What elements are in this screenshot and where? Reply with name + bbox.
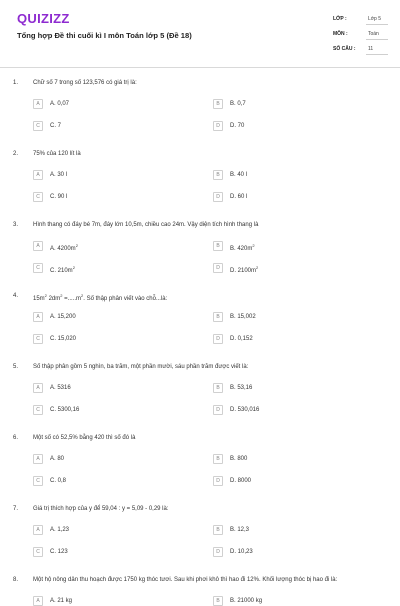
- meta-question-count: [333, 44, 388, 55]
- text-part: . Số thập phân viết vào chỗ...là:: [83, 296, 168, 302]
- question-text: Chữ số 7 trong số 123,576 có giá trị là:: [33, 80, 137, 86]
- option-letter-box: D: [213, 405, 223, 415]
- option-label: A. 80: [50, 456, 65, 462]
- page-title: Tổng hợp Đề thi cuối kì I môn Toán lớp 5 (Đề 18): [17, 31, 192, 40]
- option-label: A. 1,23: [50, 527, 70, 533]
- option-label: A. 4200m: [50, 246, 76, 252]
- option-letter-box: B: [213, 454, 223, 464]
- option-text: [50, 385, 71, 391]
- option-label: B. 12,3: [230, 527, 250, 533]
- option-letter-box: B: [213, 170, 223, 180]
- option-text: [230, 407, 259, 413]
- option-label: B. 800: [230, 456, 248, 462]
- option-text: [50, 101, 69, 107]
- question-number: 7.: [13, 506, 19, 512]
- option-text: [230, 265, 258, 274]
- option-text: [230, 336, 253, 342]
- meta-underline: [366, 24, 388, 25]
- option-label: C. 5300,16: [50, 407, 80, 413]
- option-letter-box: A: [33, 241, 43, 251]
- option-text: [230, 527, 249, 533]
- superscript: 2: [81, 293, 84, 298]
- option-label: D. 530,016: [230, 407, 260, 413]
- question-number: 3.: [13, 222, 19, 228]
- option-text: [230, 598, 262, 604]
- question-text: Một số có 52,5% bằng 420 thì số đó là: [33, 435, 136, 441]
- option-letter-box: C: [33, 334, 43, 344]
- question-number: 6.: [13, 435, 19, 441]
- option-label: C. 0,8: [50, 478, 67, 484]
- option-text: [230, 456, 247, 462]
- option-text: [230, 243, 255, 252]
- option-letter-box: C: [33, 192, 43, 202]
- option-letter-box: A: [33, 170, 43, 180]
- option-letter-box: D: [213, 334, 223, 344]
- option-text: [230, 385, 252, 391]
- question-text: 75% của 120 lít là: [33, 151, 81, 157]
- superscript: 2: [256, 265, 259, 270]
- option-label: A. 0,07: [50, 101, 70, 107]
- superscript: 2: [75, 243, 78, 248]
- option-letter-box: C: [33, 121, 43, 131]
- option-letter-box: D: [213, 121, 223, 131]
- option-letter-box: B: [213, 596, 223, 606]
- option-text: [50, 314, 76, 320]
- option-label: C. 210m: [50, 268, 73, 274]
- question-text: Một hộ nông dân thu hoạch được 1750 kg thóc tươi. Sau khi phơi khô thì hao đi 12%. Khối lượng thóc bị hao đi là:: [33, 577, 338, 583]
- option-label: A. 30 l: [50, 172, 68, 178]
- question-text: [33, 293, 393, 302]
- option-letter-box: B: [213, 241, 223, 251]
- question-number: 8.: [13, 577, 19, 583]
- option-label: A. 15,200: [50, 314, 76, 320]
- option-letter-box: D: [213, 547, 223, 557]
- meta-value: Toán: [368, 31, 379, 37]
- option-letter-box: C: [33, 547, 43, 557]
- superscript: 2: [252, 243, 255, 248]
- option-letter-box: C: [33, 476, 43, 486]
- meta-value: Lớp 5: [368, 16, 382, 22]
- worksheet-header: [0, 0, 400, 68]
- option-text: [50, 527, 69, 533]
- meta-underline: [366, 39, 388, 40]
- option-letter-box: A: [33, 525, 43, 535]
- option-text: [230, 172, 247, 178]
- option-label: B. 53,16: [230, 385, 253, 391]
- option-letter-box: D: [213, 192, 223, 202]
- option-letter-box: A: [33, 454, 43, 464]
- text-part: 15m: [33, 296, 45, 302]
- option-label: C. 123: [50, 549, 68, 555]
- question-number: 1.: [13, 80, 19, 86]
- option-label: C. 15,020: [50, 336, 77, 342]
- text-part: =.....m: [62, 296, 81, 302]
- option-letter-box: A: [33, 596, 43, 606]
- option-text: [230, 549, 253, 555]
- option-label: C. 90 l: [50, 194, 68, 200]
- meta-label: LỚP :: [333, 16, 347, 22]
- option-label: D. 70: [230, 123, 245, 129]
- option-text: [50, 456, 64, 462]
- superscript: 2: [44, 293, 47, 298]
- question-number: 2.: [13, 151, 19, 157]
- option-text: [50, 265, 75, 274]
- option-label: B. 420m: [230, 246, 253, 252]
- option-label: A. 21 kg: [50, 598, 73, 604]
- option-letter-box: A: [33, 312, 43, 322]
- option-letter-box: A: [33, 99, 43, 109]
- superscript: 2: [72, 265, 75, 270]
- question-text: Hình thang có đáy bé 7m, đáy lớn 10,5m, chiều cao 24m. Vậy diện tích hình thang là: [33, 222, 259, 228]
- option-letter-box: A: [33, 383, 43, 393]
- header-divider: [0, 67, 400, 68]
- option-label: D. 10,23: [230, 549, 253, 555]
- text-part: 2dm: [46, 296, 61, 302]
- superscript: 2: [60, 293, 63, 298]
- option-text: [50, 336, 76, 342]
- option-letter-box: C: [33, 405, 43, 415]
- option-letter-box: D: [213, 476, 223, 486]
- option-label: D. 60 l: [230, 194, 248, 200]
- option-text: [50, 407, 79, 413]
- option-letter-box: B: [213, 99, 223, 109]
- option-label: B. 40 l: [230, 172, 248, 178]
- option-label: A. 5316: [50, 385, 71, 391]
- option-text: [50, 549, 68, 555]
- option-letter-box: B: [213, 525, 223, 535]
- meta-label: SỐ CÂU :: [333, 46, 356, 52]
- option-text: [230, 314, 256, 320]
- option-label: D. 2100m: [230, 268, 257, 274]
- question-text: Giá trị thích hợp của y để 59,04 : y = 5,09 - 0,29 là:: [33, 506, 169, 512]
- question-number: 5.: [13, 364, 19, 370]
- option-letter-box: C: [33, 263, 43, 273]
- option-label: B. 15,002: [230, 314, 256, 320]
- meta-label: MÔN :: [333, 31, 348, 37]
- meta-value: 11: [368, 46, 374, 52]
- option-label: D. 0,152: [230, 336, 253, 342]
- option-text: [230, 123, 244, 129]
- option-text: [230, 101, 246, 107]
- meta-underline: [366, 54, 388, 55]
- option-text: [50, 478, 66, 484]
- option-letter-box: B: [213, 383, 223, 393]
- option-label: B. 0,7: [230, 101, 246, 107]
- meta-grade: [333, 14, 388, 25]
- option-letter-box: D: [213, 263, 223, 273]
- option-label: C. 7: [50, 123, 62, 129]
- option-text: [50, 172, 67, 178]
- question-number: 4.: [13, 293, 19, 299]
- question-text: Số thập phân gồm 5 nghìn, ba trăm, một phần mười, sáu phần trăm được viết là:: [33, 364, 249, 370]
- option-label: D. 8000: [230, 478, 252, 484]
- meta-subject: [333, 29, 388, 40]
- option-text: [230, 194, 247, 200]
- option-text: [50, 194, 67, 200]
- option-text: [230, 478, 251, 484]
- quizizz-logo: QUIZIZZ: [17, 11, 70, 26]
- option-label: B. 21000 kg: [230, 598, 263, 604]
- option-text: [50, 243, 78, 252]
- option-letter-box: B: [213, 312, 223, 322]
- option-text: [50, 598, 72, 604]
- option-text: [50, 123, 61, 129]
